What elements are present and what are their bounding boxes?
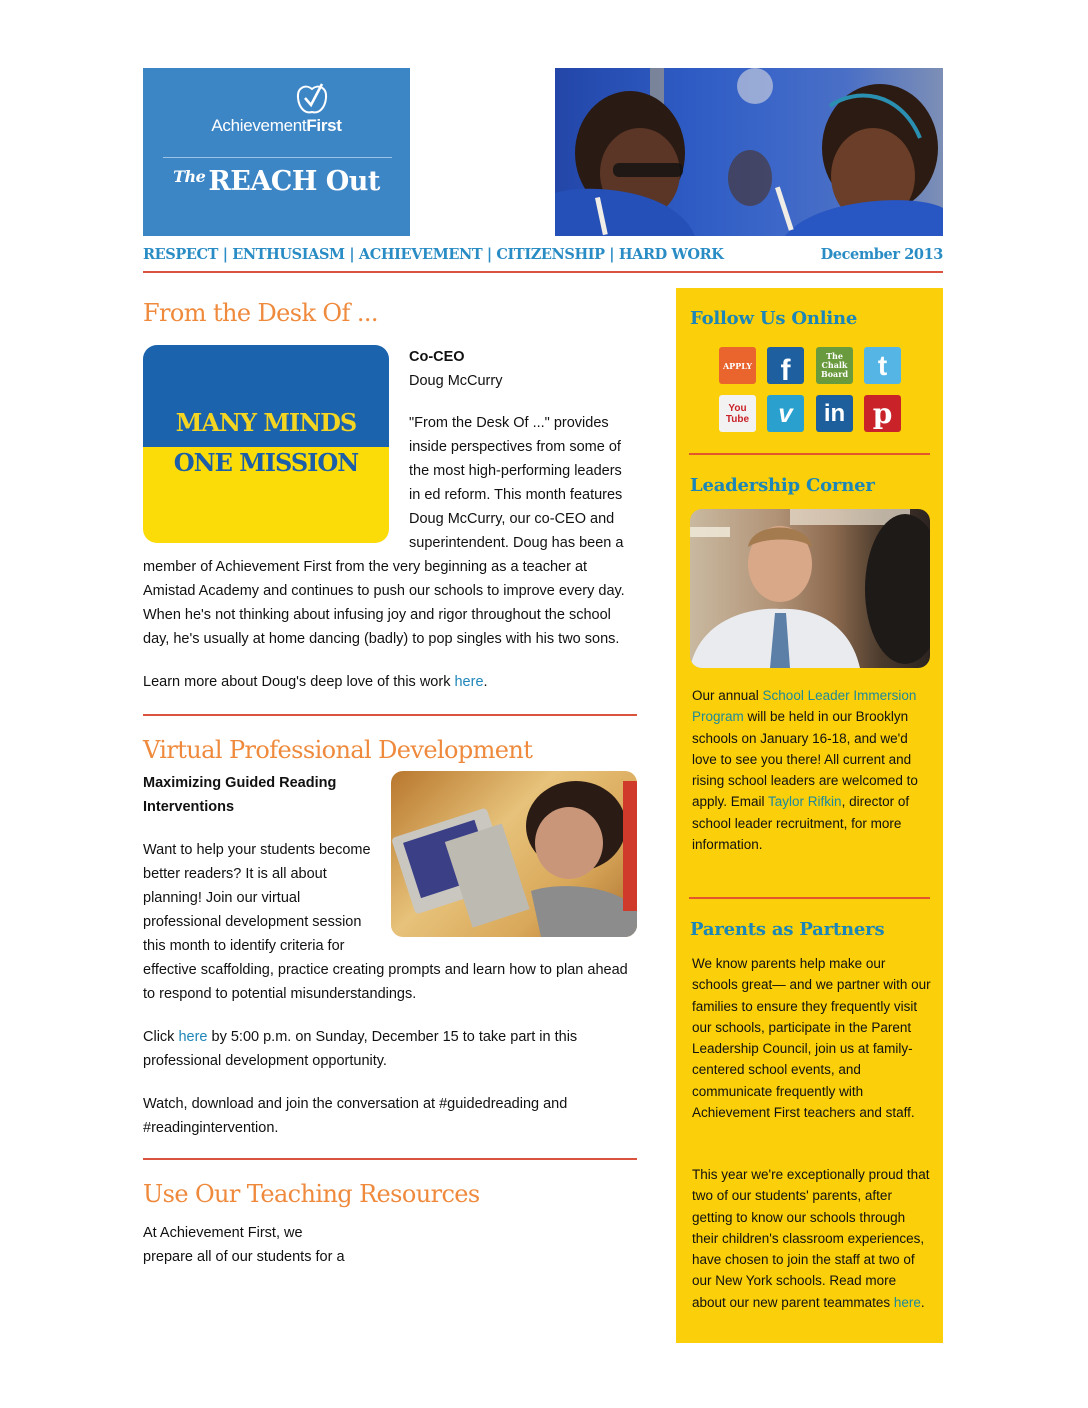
- values-bar: [143, 246, 943, 263]
- resources-line2: prepare all of our students for a: [143, 1249, 345, 1265]
- sidebar: [676, 288, 943, 1343]
- section-title-vpd: Virtual Professional Development: [143, 736, 533, 764]
- pinterest-icon[interactable]: p: [864, 395, 901, 432]
- facebook-icon[interactable]: f: [767, 347, 804, 384]
- org-name: AchievementFirst: [211, 116, 342, 135]
- parents-text-1: We know parents help make our schools great— and we partner with our families to ensure they frequently visit our schools, participate in the Parent Leadership Council, join us at family-centered school events, and communicate frequently with Achievement First teachers and staff.: [692, 956, 931, 1121]
- resources-line1: At Achievement First, we: [143, 1225, 303, 1241]
- apply-icon[interactable]: APPLY: [719, 347, 756, 384]
- chalkboard-icon[interactable]: The Chalk Board: [816, 347, 853, 384]
- youtube-icon[interactable]: You Tube: [719, 395, 756, 432]
- parents-partners-title: Parents as Partners: [690, 919, 885, 940]
- desk-here-link[interactable]: here: [454, 674, 484, 690]
- vpd-watch: Watch, download and join the conversation at #guidedreading and #readingintervention.: [143, 1096, 568, 1136]
- taylor-rifkin-link[interactable]: Taylor Rifkin: [768, 794, 842, 810]
- apple-check-icon: [292, 78, 332, 118]
- issue-date: December 2013: [820, 246, 943, 263]
- twitter-icon[interactable]: t: [864, 347, 901, 384]
- vpd-section: [143, 771, 637, 1140]
- newsletter-title: $^{The}$ REACH Out: [173, 166, 380, 197]
- image-text-line1: MANY MINDS: [175, 408, 357, 437]
- section-divider: [143, 714, 637, 716]
- newsletter-logo: [143, 68, 410, 236]
- immersion-program-link[interactable]: School Leader Immersion Program: [692, 688, 917, 725]
- desk-body: "From the Desk Of ..." provides inside perspectives from some of the most high-performing leaders in ed reform. This month features Doug McCurry, our co-CEO and superintendent. Doug has been a member of Achievement First from the very beginning as a teacher at Amistad Academy and continues to push our schools to improve every day. When he's not thinking about infusing joy and rigor throughout the school day, he's usually at home dancing (badly) to pop singles with his two sons.: [143, 415, 625, 647]
- desk-section: [143, 345, 637, 694]
- image-text-line2: ONE MISSION: [173, 448, 359, 477]
- many-minds-image: [143, 345, 389, 543]
- parents-text-2: This year we're exceptionally proud that two of our students' parents, after getting to know our schools through their children's classroom experiences, have chosen to join the staff at two of our New York schools. Read more about our new parent teammates here.: [692, 1167, 930, 1310]
- linkedin-icon[interactable]: in: [816, 395, 853, 432]
- vpd-subtitle: Maximizing Guided Reading Interventions: [143, 775, 337, 815]
- parents-here-link[interactable]: here: [893, 1294, 921, 1310]
- leadership-corner-title: Leadership Corner: [690, 475, 875, 496]
- vimeo-icon[interactable]: v: [767, 395, 804, 432]
- sidebar-divider: [689, 897, 930, 899]
- vpd-here-link[interactable]: here: [178, 1029, 208, 1045]
- follow-us-title: Follow Us Online: [690, 308, 858, 329]
- logo-divider: [163, 157, 392, 158]
- student-laptop-photo: [391, 771, 637, 937]
- vpd-click: Click here by 5:00 p.m. on Sunday, December 15 to take part in this professional development opportunity.: [143, 1029, 578, 1069]
- main-column: [143, 290, 637, 1269]
- author-name: Doug McCurry: [409, 373, 503, 389]
- students-photo: [555, 68, 943, 236]
- author-role: Co-CEO: [409, 349, 465, 365]
- vpd-body: Want to help your students become better readers? It is all about planning! Join our virtual professional development session this month to identify criteria for effective scaffolding, practice creating prompts and learn how to plan ahead to respond to potential misunderstandings.: [143, 842, 628, 1002]
- section-divider: [143, 1158, 637, 1160]
- leadership-photo: [690, 509, 930, 668]
- section-title-desk: From the Desk Of ...: [143, 299, 378, 327]
- desk-learn-more: Learn more about Doug's deep love of this work here.: [143, 674, 488, 690]
- section-title-resources: Use Our Teaching Resources: [143, 1180, 480, 1208]
- core-values: RESPECT | ENTHUSIASM | ACHIEVEMENT | CITIZENSHIP | HARD WORK: [143, 246, 724, 263]
- leadership-text: Our annual School Leader Immersion Program will be held in our Brooklyn schools on January 16-18, and we'd love to see you there! All current and rising school leaders are welcomed to apply. Email Taylor Rifkin, director of school leader recruitment, for more information.: [692, 688, 918, 853]
- sidebar-divider: [689, 453, 930, 455]
- header-rule: [143, 271, 943, 273]
